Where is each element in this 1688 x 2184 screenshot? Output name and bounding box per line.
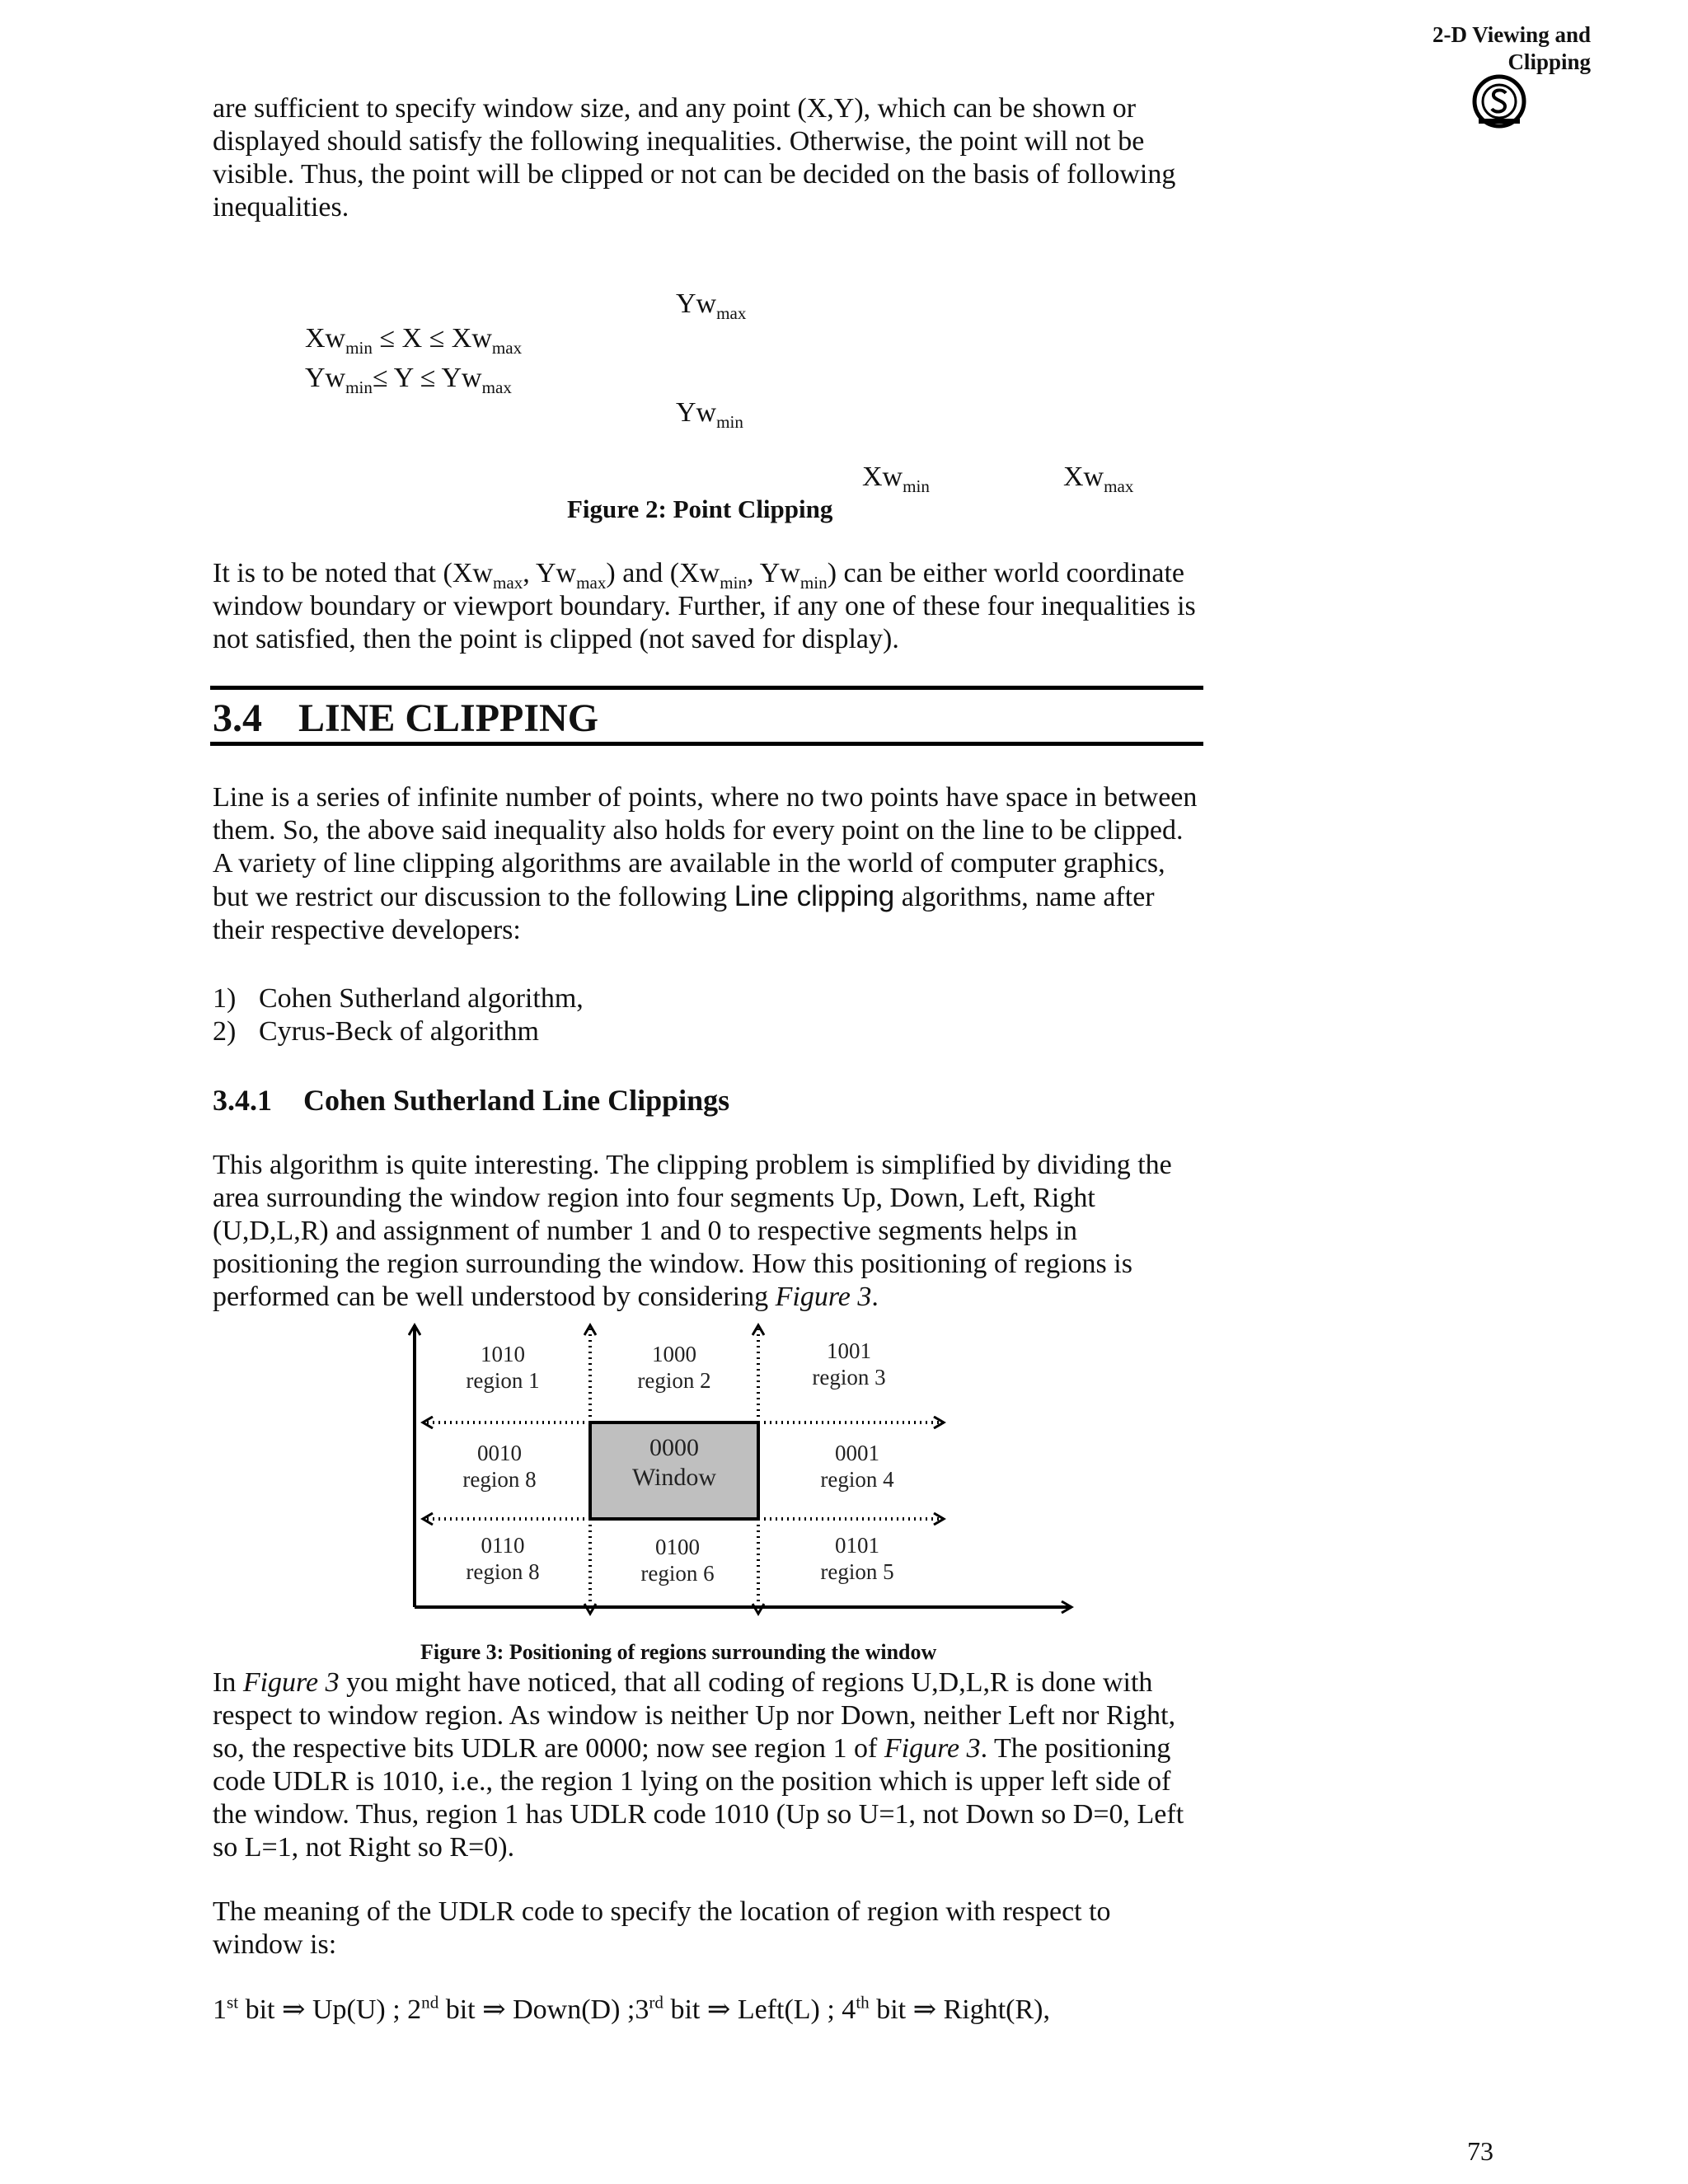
inequality-y: $Yw_{min}\le Y \le Yw_{max}$ (305, 363, 512, 397)
window-name: Window (631, 1464, 717, 1491)
figure2-caption: Figure 2: Point Clipping (567, 494, 833, 523)
label-yw-max: $Yw_{max}$ (676, 288, 747, 323)
region-5-code: 0101 (835, 1533, 879, 1558)
figure3-explanation-paragraph: In Figure 3 you might have noticed, that all coding of regions U,D,L,R is done with respect to window region. As window is neither Up nor Down, neither Left nor Right, so, the respective bits UDLR are 0000; now see region 1 of Figure 3. The positioning code UDLR is 1010, i.e., the region 1 lying on the position which is upper left side of the window. Thus, region 1 has UDLR code 1010 (Up so U=1, not Down so D=0, Left so L=1, not Right so R=0). (213, 1667, 1184, 1863)
region-5-name: region 5 (820, 1559, 894, 1584)
figure3-caption: Figure 3: Positioning of regions surrounding the window (420, 1640, 937, 1664)
window-code: 0000 (649, 1434, 699, 1461)
region-8-code: 0010 (477, 1441, 522, 1465)
running-header-line2: Clipping (1507, 49, 1591, 74)
region-6-code: 0100 (655, 1535, 700, 1559)
label-yw-min: $Yw_{min}$ (676, 397, 743, 432)
section-rule-bottom (210, 742, 1203, 746)
region-3-name: region 3 (812, 1365, 886, 1390)
region-1-name: region 1 (466, 1368, 540, 1393)
label-xw-max: $Xw_{max}$ (1063, 462, 1134, 496)
inequality-x: $Xw_{min} \le X \le Xw_{max}$ (305, 323, 523, 358)
list-item: 2) Cyrus-Beck of algorithm (213, 1016, 539, 1047)
region-8b-code: 0110 (481, 1533, 525, 1558)
region-6-name: region 6 (640, 1561, 715, 1586)
udlr-paragraph: The meaning of the UDLR code to specify the location of region with respect to window is: (213, 1896, 1111, 1960)
region-4-name: region 4 (820, 1467, 894, 1492)
list-item: 1) Cohen Sutherland algorithm, (213, 983, 584, 1014)
intro-paragraph: are sufficient to specify window size, and any point (X,Y), which can be shown or displayed should satisfy the following inequalities. Otherwise, the point will not be visible. Thus, the point will be clipped or not can be decided on the basis of following inequalities. (213, 93, 1176, 223)
subsection-heading: 3.4.1 Cohen Sutherland Line Clippings (213, 1084, 730, 1117)
region-1-code: 1010 (481, 1342, 525, 1366)
region-8b-name: region 8 (466, 1559, 540, 1584)
page-number: 73 (1467, 2136, 1493, 2166)
region-2-name: region 2 (637, 1368, 711, 1393)
region-4-code: 0001 (835, 1441, 879, 1465)
section-heading: 3.4 LINE CLIPPING (213, 696, 599, 740)
cohen-sutherland-paragraph: This algorithm is quite interesting. The clipping problem is simplified by dividing the area surrounding the window region into four segments Up, Down, Left, Right (U,D,L,R) and assignment of number 1 and 0 to respective segments helps in positioning the region surrounding the window. How this positioning of regions is performed can be well understood by considering Figure 3. (213, 1150, 1172, 1312)
university-logo-icon (1470, 73, 1528, 130)
region-3-code: 1001 (827, 1338, 871, 1363)
region-8-name: region 8 (462, 1467, 537, 1492)
udlr-bits-line: 1st bit ⇒ Up(U) ; 2nd bit ⇒ Down(D) ;3rd bit ⇒ Left(L) ; 4th bit ⇒ Right(R), (213, 1992, 1050, 2025)
note-paragraph: It is to be noted that ($Xw_{max}$, $Yw_{max}$) and ($Xw_{min}$, $Yw_{min}$) can be either world coordinate window boundary or viewport boundary. Further, if any one of these four inequalities is not satisfied, then the point is clipped (not saved for display). (213, 558, 1196, 654)
algorithm-list (213, 982, 584, 1048)
line-clipping-paragraph: Line is a series of infinite number of points, where no two points have space in between them. So, the above said inequality also holds for every point on the line to be clipped. A variety of line clipping algorithms are available in the world of computer graphics, but we restrict our discussion to the following Line clipping algorithms, name after their respective developers: (213, 782, 1198, 945)
region-2-code: 1000 (652, 1342, 696, 1366)
running-header-line1: 2-D Viewing and (1432, 22, 1591, 47)
running-header (1432, 21, 1591, 76)
figure3-region-diagram (387, 1310, 1080, 1619)
label-xw-min: $Xw_{min}$ (862, 462, 930, 496)
section-rule-top (210, 686, 1203, 690)
